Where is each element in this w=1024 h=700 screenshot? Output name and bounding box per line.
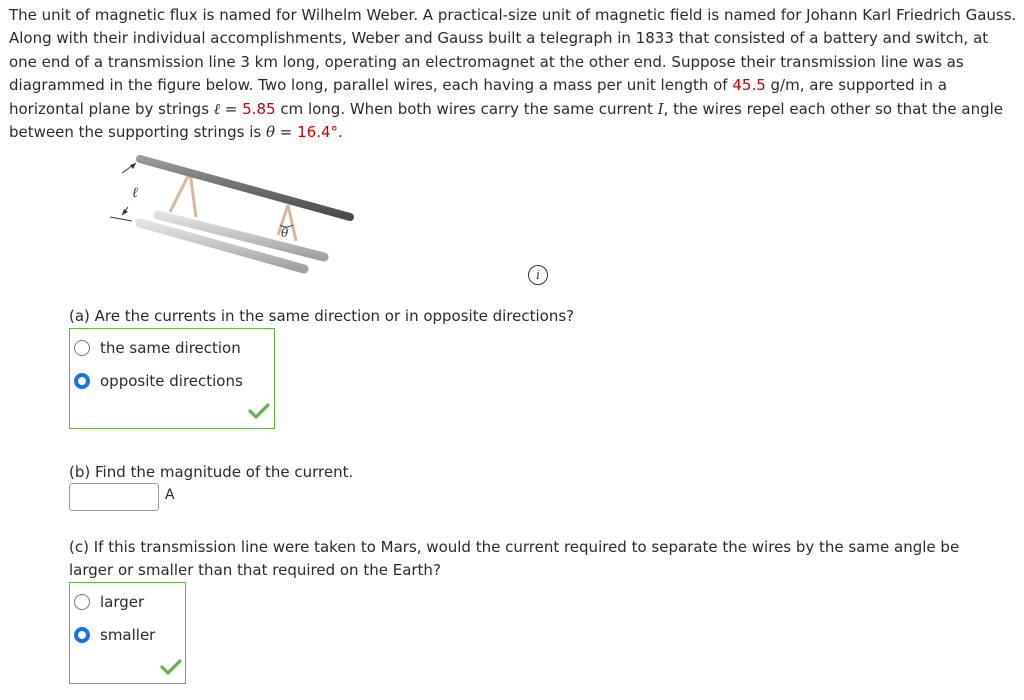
radio-larger[interactable] <box>74 594 90 610</box>
mass-value: 45.5 <box>732 76 766 95</box>
angle-value: 16.4° <box>297 123 339 142</box>
info-icon[interactable]: i <box>528 265 548 285</box>
wires-figure <box>100 145 370 285</box>
radio-same-direction[interactable] <box>74 340 90 356</box>
radio-opposite-directions[interactable] <box>74 373 90 389</box>
option-opposite-directions[interactable]: opposite directions <box>74 372 243 390</box>
length-value: 5.85 <box>242 99 276 118</box>
option-larger[interactable]: larger <box>74 593 144 611</box>
option-same-direction[interactable]: the same direction <box>74 339 241 357</box>
ell-label: ℓ <box>132 185 138 201</box>
part-a-question: (a) Are the currents in the same direction or in opposite directions? <box>69 307 575 325</box>
problem-statement: The unit of magnetic flux is named for Wilhelm Weber. A practical-size unit of magnetic field is named for Johann Karl Friedrich Gauss. Along with their individual accomplishments, Weber and Gauss built a telegraph in 1833 that consisted of a battery and switch, at one end of a transmission line 3 km long, operating an electromagnet at the other end. Suppose their transmission line was as diagrammed in the figure below. Two long, parallel wires, each having a mass per unit length of 45.5 g/m, are supported in a horizontal plane by strings ℓ = 5.85 cm long. When both wires carry the same current I, the wires repel each other so that the angle between the supporting strings is θ = 16.4°. <box>9 6 1017 142</box>
part-a-answer-box <box>69 328 275 429</box>
current-magnitude-input[interactable] <box>69 483 159 511</box>
check-icon <box>160 659 182 675</box>
part-c-question: (c) If this transmission line were taken to Mars, would the current required to separate the wires by the same angle be larger or smaller than that required on the Earth? <box>69 538 960 579</box>
radio-smaller[interactable] <box>74 627 90 643</box>
current-unit: A <box>165 487 175 503</box>
theta-symbol: θ <box>265 123 275 142</box>
ell-symbol: ℓ <box>213 99 221 118</box>
theta-label: θ <box>281 226 289 240</box>
part-b-question: (b) Find the magnitude of the current. <box>69 463 354 481</box>
current-symbol: I <box>657 99 664 118</box>
check-icon <box>248 403 270 419</box>
option-smaller[interactable]: smaller <box>74 626 155 644</box>
part-c-answer-box <box>69 582 186 684</box>
